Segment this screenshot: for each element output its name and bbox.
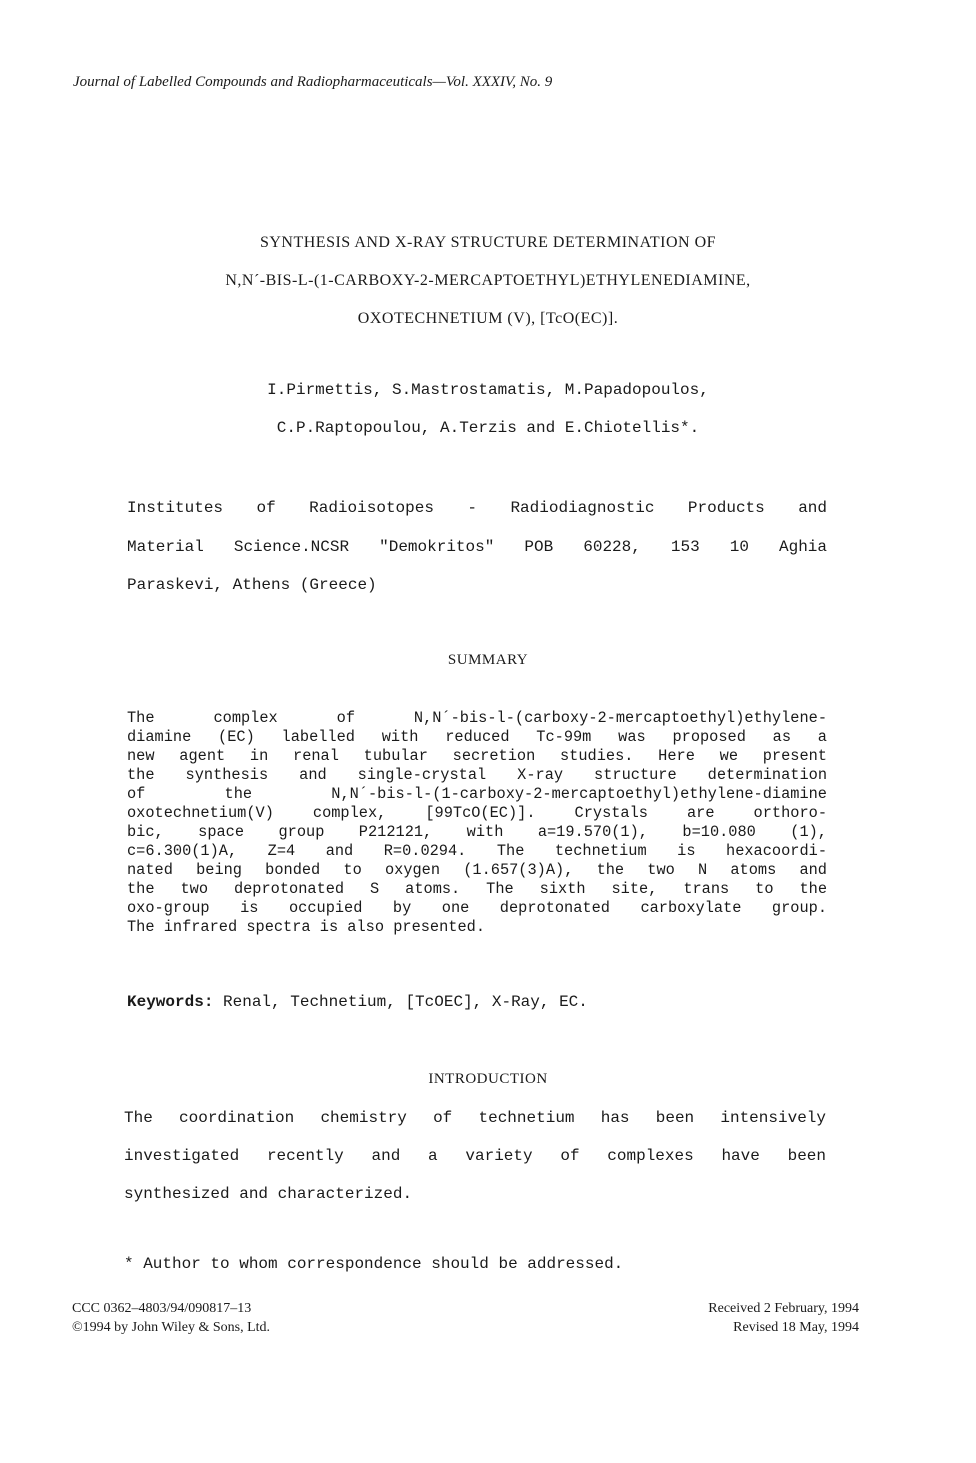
footer-revised: Revised 18 May, 1994 <box>733 1320 859 1335</box>
paper-title-line-2: N,N´-BIS-L-(1-CARBOXY-2-MERCAPTOETHYL)ETHYLENEDIAMINE, <box>225 272 751 289</box>
affiliation-line-3: Paraskevi, Athens (Greece) <box>127 576 377 594</box>
footer-copyright: ©1994 by John Wiley & Sons, Ltd. <box>72 1320 271 1335</box>
summary-line: oxo-group is occupied by one deprotonated carboxylate group. <box>127 899 827 917</box>
introduction-line-1: The coordination chemistry of technetium has been intensively <box>124 1109 826 1127</box>
authors-line-2: C.P.Raptopoulou, A.Terzis and E.Chiotellis*. <box>276 419 700 437</box>
summary-line: nated being bonded to oxygen (1.657(3)A), the two N atoms and <box>127 861 827 879</box>
introduction-line-3: synthesized and characterized. <box>124 1185 413 1203</box>
summary-line: c=6.300(1)A, Z=4 and R=0.0294. The technetium is hexacoordi- <box>127 842 827 860</box>
summary-heading: SUMMARY <box>447 652 529 668</box>
affiliation-line-1: Institutes of Radioisotopes - Radiodiagnostic Products and <box>127 499 827 517</box>
summary-line: of the N,N´-bis-l-(1-carboxy-2-mercaptoethyl)ethylene-diamine <box>127 785 827 803</box>
introduction-heading: INTRODUCTION <box>428 1071 548 1087</box>
keywords <box>127 993 588 1011</box>
paper-title-line-3: OXOTECHNETIUM (V), [TcO(EC)]. <box>357 310 619 327</box>
summary-line: diamine (EC) labelled with reduced Tc-99m was proposed as a <box>127 728 827 746</box>
affiliation-line-2: Material Science.NCSR "Demokritos" POB 60228, 153 10 Aghia <box>127 538 827 556</box>
authors-line-1: I.Pirmettis, S.Mastrostamatis, M.Papadopoulos, <box>267 381 709 399</box>
summary-line: the two deprotonated S atoms. The sixth site, trans to the <box>127 880 827 898</box>
footer-received: Received 2 February, 1994 <box>708 1301 859 1316</box>
keywords-label: Keywords: <box>127 993 214 1011</box>
summary-line: bic, space group P212121, with a=19.570(1), b=10.080 (1), <box>127 823 827 841</box>
paper-title-line-1: SYNTHESIS AND X-RAY STRUCTURE DETERMINATION OF <box>259 234 717 251</box>
journal-header: Journal of Labelled Compounds and Radiopharmaceuticals—Vol. XXXIV, No. 9 <box>73 74 553 90</box>
summary-line: new agent in renal tubular secretion studies. Here we present <box>127 747 827 765</box>
footer-ccc: CCC 0362–4803/94/090817–13 <box>72 1301 252 1316</box>
summary-line: The infrared spectra is also presented. <box>127 918 486 936</box>
keywords-text: Renal, Technetium, [TcOEC], X-Ray, EC. <box>213 993 588 1011</box>
introduction-line-2: investigated recently and a variety of complexes have been <box>124 1147 826 1165</box>
summary-line: the synthesis and single-crystal X-ray structure determination <box>127 766 827 784</box>
summary-line: The complex of N,N´-bis-l-(carboxy-2-mercaptoethyl)ethylene- <box>127 709 827 727</box>
correspondence-footnote: * Author to whom correspondence should be addressed. <box>124 1255 624 1273</box>
summary-line: oxotechnetium(V) complex, [99TcO(EC)]. Crystals are orthoro- <box>127 804 827 822</box>
